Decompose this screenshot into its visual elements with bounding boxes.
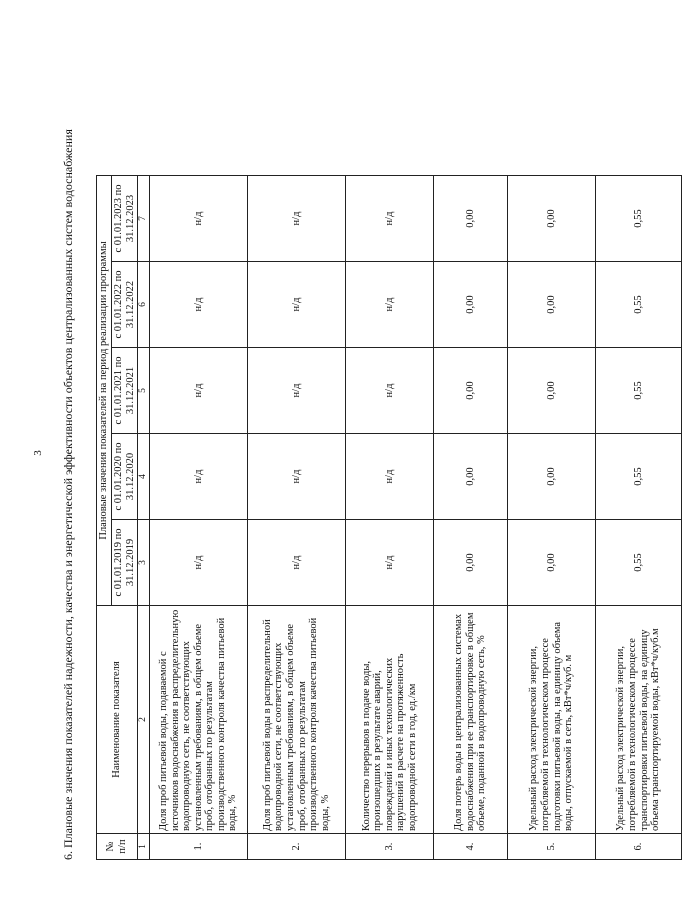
table-row [434, 176, 508, 860]
indicator-value: н/д [248, 348, 346, 434]
indicator-name: Доля проб питьевой воды в распределительной водопроводной сети, не соответствующих установленным требованиям, в общем объеме проб, отобранных по результатам производственного контроля качества питьевой воды, % [248, 606, 346, 834]
indicator-value: 0,00 [508, 434, 596, 520]
indicator-name: Удельный расход электрической энергии, потребляемой в технологическом процессе подготовки питьевой воды, на единицу объема воды, отпускаемой в сеть, кВт*ч/куб. м [508, 606, 596, 834]
indicator-value: н/д [248, 434, 346, 520]
indicator-value: 0,00 [434, 520, 508, 606]
indicator-value: н/д [248, 262, 346, 348]
indicator-value: 0,00 [434, 176, 508, 262]
row-number: 3. [346, 834, 434, 860]
header-period: с 01.01.2021 по 31.12.2021 [112, 348, 138, 434]
indicator-value: н/д [150, 520, 248, 606]
row-number: 4. [434, 834, 508, 860]
indicator-value: н/д [346, 348, 434, 434]
column-number: 2 [138, 606, 150, 834]
column-number: 7 [138, 176, 150, 262]
indicator-value: 0,00 [434, 434, 508, 520]
rotated-page-content [60, 40, 662, 860]
indicator-name: Количество перерывов в подаче воды, произошедших в результате аварий, повреждений и иных технологических нарушений в расчете на протяженность водопроводной сети в год, ед./км [346, 606, 434, 834]
row-number: 6. [596, 834, 682, 860]
section-heading: 6. Плановые значения показателей надежности, качества и энергетической эффективности объектов централизованных систем водоснабжения [61, 129, 75, 860]
indicators-table-wrap [96, 175, 682, 860]
indicator-value: 0,55 [596, 348, 682, 434]
indicator-value: н/д [346, 176, 434, 262]
indicator-value: 0,55 [596, 176, 682, 262]
indicator-name: Доля проб питьевой воды, подаваемой с источников водоснабжения в распределительную водопроводную сеть, не соответствующих установленным требованиям, в общем объеме проб, отобранных по результатам производственного контроля качества питьевой воды, % [150, 606, 248, 834]
column-number: 6 [138, 262, 150, 348]
column-number: 4 [138, 434, 150, 520]
indicator-value: н/д [150, 262, 248, 348]
indicator-value: 0,00 [508, 262, 596, 348]
indicator-value: н/д [248, 176, 346, 262]
indicator-value: н/д [150, 176, 248, 262]
header-period: с 01.01.2020 по 31.12.2020 [112, 434, 138, 520]
indicator-value: н/д [150, 348, 248, 434]
indicator-value: 0,55 [596, 262, 682, 348]
table-row [248, 176, 346, 860]
header-name: Наименование показателя [97, 606, 138, 834]
column-number-row [138, 176, 150, 860]
column-number: 1 [138, 834, 150, 860]
indicator-value: н/д [346, 262, 434, 348]
row-number: 5. [508, 834, 596, 860]
indicator-value: н/д [346, 520, 434, 606]
row-number: 1. [150, 834, 248, 860]
header-no: № п/п [97, 834, 138, 860]
header-planned-values: Плановые значения показателей на период реализации программы [97, 176, 112, 606]
indicator-value: 0,55 [596, 434, 682, 520]
indicator-value: 0,55 [596, 520, 682, 606]
header-row-group [97, 176, 112, 860]
header-period: с 01.01.2019 по 31.12.2019 [112, 520, 138, 606]
header-period: с 01.01.2022 по 31.12.2022 [112, 262, 138, 348]
indicator-value: 0,00 [434, 262, 508, 348]
table-row [508, 176, 596, 860]
indicator-value: 0,00 [508, 176, 596, 262]
indicator-name: Доля потерь воды в централизованных системах водоснабжения при ее транспортировке в общем объеме, поданной в водопроводную сеть, % [434, 606, 508, 834]
header-period: с 01.01.2023 по 31.12.2023 [112, 176, 138, 262]
indicator-value: 0,00 [508, 348, 596, 434]
table-row [150, 176, 248, 860]
indicator-name: Удельный расход электрической энергии, потребляемой в технологическом процессе транспортировки питьевой воды, на единицу объема транспортируемой воды, кВт*ч/куб.м [596, 606, 682, 834]
indicator-value: н/д [150, 434, 248, 520]
page-number: 3 [32, 449, 44, 456]
indicator-value: н/д [248, 520, 346, 606]
indicators-table [96, 175, 682, 860]
table-row [346, 176, 434, 860]
column-number: 5 [138, 348, 150, 434]
column-number: 3 [138, 520, 150, 606]
indicator-value: 0,00 [508, 520, 596, 606]
table-row [596, 176, 682, 860]
indicator-value: н/д [346, 434, 434, 520]
indicator-value: 0,00 [434, 348, 508, 434]
row-number: 2. [248, 834, 346, 860]
